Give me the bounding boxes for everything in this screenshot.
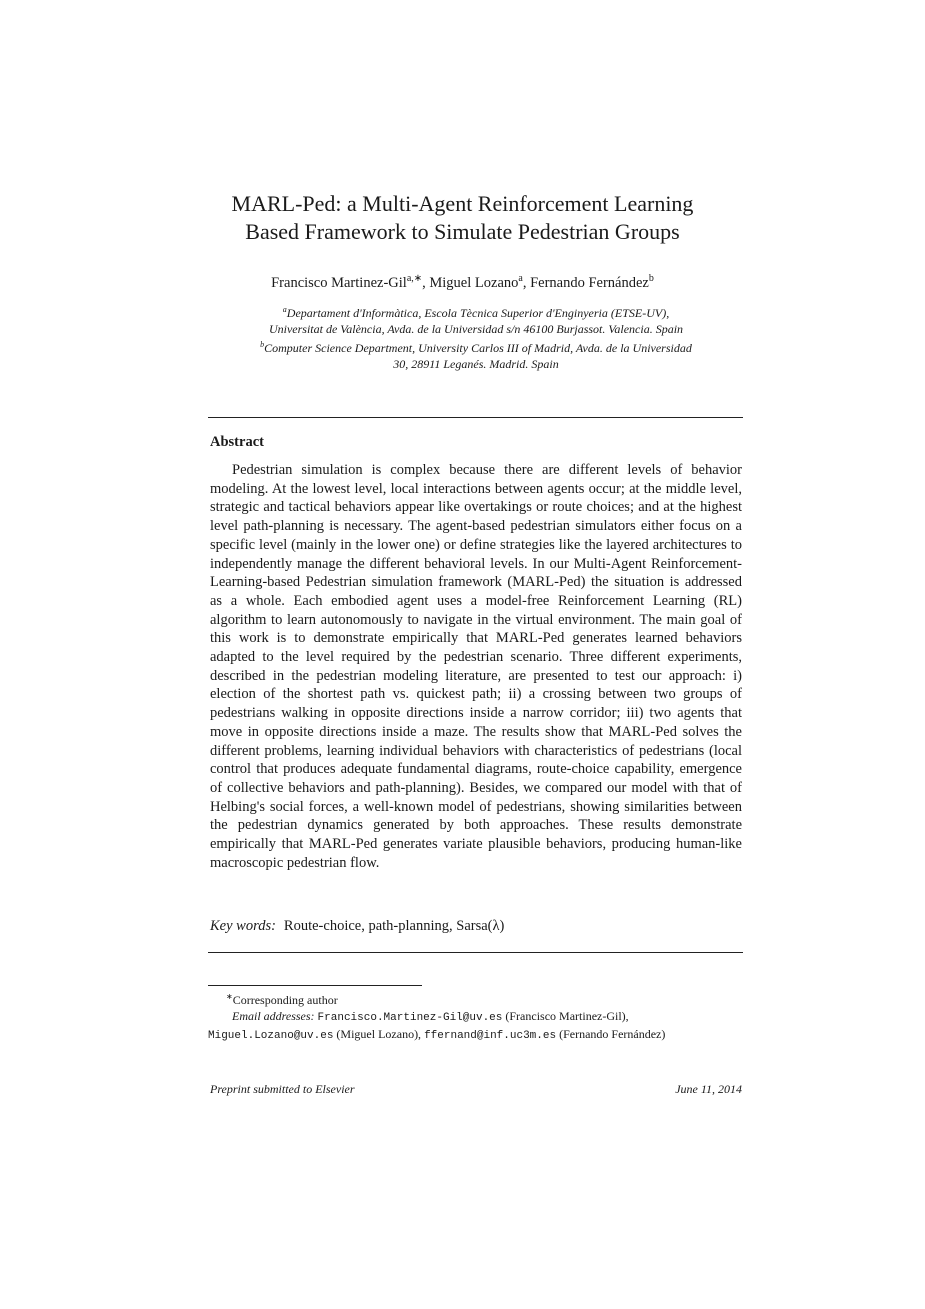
affiliation-b-line-1: Computer Science Department, University Carlos III of Madrid, Avda. de la Universidad (264, 341, 692, 355)
preprint-date: June 11, 2014 (675, 1082, 742, 1096)
paper-title (0, 190, 925, 246)
email-addresses-line-2 (208, 1026, 748, 1044)
affiliation-mark: b (260, 340, 265, 349)
abstract-text: Pedestrian simulation is complex because there are different levels of behavior modeling. At the lowest level, local interactions between agents occur; at the middle level, strategic and tactical behaviors appear like overtakings or route choices; and at the highest level path-planning is necessary. The agent-based pedestrian simulators either focus on a specific level (mainly in the lower one) or define strategies like the layered architectures to independently manage the different behavioral levels. In our Multi-Agent Reinforcement-Learning-based Pedestrian simulation framework (MARL-Ped) the situation is addressed as a whole. Each embodied agent uses a model-free Reinforcement Learning (RL) algorithm to learn autonomously to navigate in the virtual environment. The main goal of this work is to demonstrate empirically that MARL-Ped generates learned behaviors adapted to the level required by the pedestrian scenario. Three different experiments, described in the pedestrian modeling literature, are presented to test our approach: i) election of the shortest path vs. quickest path; ii) a crossing between two groups of pedestrians walking in opposite directions inside a narrow corridor; iii) two agents that move in opposite directions inside a maze. The results show that MARL-Ped solves the different problems, learning individual behaviors with characteristics of pedestrians (local control that produces adequate fundamental diagrams, route-choice capability, emergence of collective behaviors and path-planning). Besides, we compared our model with that of Helbing's social forces, a well-known model of pedestrians, showing similarities between the pedestrian dynamics generated by both approaches. These results demonstrate empirically that MARL-Ped generates variate plausible behaviors, producing human-like macroscopic pedestrian flow. (210, 462, 742, 871)
email-label: Email addresses: (232, 1009, 315, 1023)
title-line-1: MARL-Ped: a Multi-Agent Reinforcement Learning (231, 191, 694, 216)
email-owner-2: (Miguel Lozano), (336, 1027, 422, 1041)
keywords (210, 918, 742, 935)
preprint-note: Preprint submitted to Elsevier (210, 1082, 355, 1096)
footnotes (208, 989, 748, 1044)
corresponding-author-note (208, 989, 748, 1008)
abstract-bottom-rule (208, 952, 743, 953)
keywords-label: Key words: (210, 918, 276, 934)
author-name: Miguel Lozano (429, 274, 519, 291)
email-link-1[interactable]: Francisco.Martinez-Gil@uv.es (317, 1012, 503, 1024)
author-list: Francisco Martinez-Gil$^{a,∗}$, Miguel Lozano$^a$, Fernando Fernández$^b$ (271, 273, 654, 291)
corresponding-author-text: Corresponding author (232, 993, 338, 1007)
author-name: Fernando Fernández (530, 274, 649, 291)
author-mark: a (518, 273, 523, 284)
affiliations (210, 302, 742, 372)
author-name: Francisco Martinez-Gil (271, 274, 407, 291)
abstract-top-rule (208, 417, 743, 418)
email-link-3[interactable]: ffernand@inf.uc3m.es (424, 1030, 557, 1042)
affiliation-b (210, 337, 742, 357)
abstract-heading: Abstract (210, 434, 264, 450)
email-addresses-line-1 (208, 1008, 748, 1026)
author-mark: b (648, 273, 654, 284)
footnote-rule (208, 985, 422, 986)
footnote-mark: ∗ (226, 992, 233, 1001)
keywords-value: Route-choice, path-planning, Sarsa(λ) (283, 918, 505, 934)
email-link-2[interactable]: Miguel.Lozano@uv.es (208, 1030, 334, 1042)
email-owner-3: (Fernando Fernández) (559, 1027, 666, 1041)
affiliation-a (210, 302, 742, 322)
author-mark: a,∗ (406, 273, 423, 284)
affiliation-a-line-2: Universitat de València, Avda. de la Universidad s/n 46100 Burjassot. Valencia. Spain (268, 321, 684, 336)
affiliation-mark: a (282, 305, 287, 314)
title-line-2: Based Framework to Simulate Pedestrian Groups (245, 219, 680, 244)
affiliation-b-line-2: 30, 28911 Leganés. Madrid. Spain (393, 356, 559, 371)
affiliation-a-line-1: Departament d'Informàtica, Escola Tècnica Superior d'Enginyeria (ETSE-UV), (286, 306, 670, 320)
email-owner-1: (Francisco Martinez-Gil), (505, 1009, 629, 1023)
